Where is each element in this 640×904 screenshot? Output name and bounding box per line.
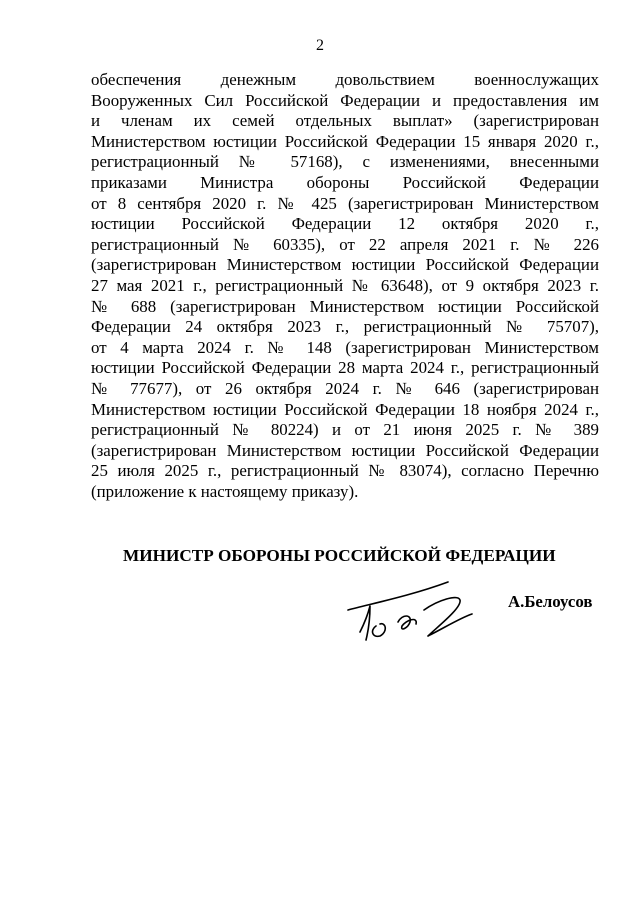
body-line: (зарегистрирован Министерством юстиции Российской Федерации: [91, 440, 599, 460]
body-line: регистрационный № 60335), от 22 апреля 2021 г. № 226: [91, 234, 599, 254]
body-line: от 8 сентября 2020 г. № 425 (зарегистрирован Министерством: [91, 193, 599, 213]
body-line: Министерством юстиции Российской Федерации 15 января 2020 г.,: [91, 131, 599, 151]
body-line: обеспечения денежным довольствием военнослужащих: [91, 70, 599, 89]
body-line: регистрационный № 80224) и от 21 июня 2025 г. № 389: [91, 420, 599, 440]
body-line: юстиции Российской Федерации 28 марта 2024 г., регистрационный: [91, 358, 599, 378]
body-line: и членам их семей отдельных выплат» (зарегистрирован: [91, 111, 599, 131]
body-line: № 77677), от 26 октября 2024 г. № 646 (зарегистрирован: [91, 378, 599, 398]
body-line: юстиции Российской Федерации 12 октября 2020 г.,: [91, 214, 599, 234]
body-line: (приложение к настоящему приказу).: [91, 481, 359, 501]
handwritten-signature: [340, 570, 500, 650]
body-line: Вооруженных Сил Российской Федерации и предоставления им: [91, 90, 599, 110]
body-line: от 4 марта 2024 г. № 148 (зарегистрирован Министерством: [91, 337, 599, 357]
body-line: 27 мая 2021 г., регистрационный № 63648), от 9 октября 2023 г.: [91, 275, 599, 295]
body-line: приказами Министра обороны Российской Федерации: [91, 172, 599, 192]
body-line: регистрационный № 57168), с изменениями, внесенными: [91, 152, 599, 172]
signatory-name: А.Белоусов: [508, 592, 593, 611]
body-line: 25 июля 2025 г., регистрационный № 83074), согласно Перечню: [91, 461, 599, 481]
body-line: № 688 (зарегистрирован Министерством юстиции Российской: [91, 296, 599, 316]
body-line: Министерством юстиции Российской Федерации 18 ноября 2024 г.,: [91, 399, 599, 419]
body-line: Федерации 24 октября 2023 г., регистрационный № 75707),: [91, 317, 599, 337]
body-text: [91, 70, 599, 502]
body-line: (зарегистрирован Министерством юстиции Российской Федерации: [91, 255, 599, 275]
page-number: 2: [316, 37, 324, 54]
signatory-title: МИНИСТР ОБОРОНЫ РОССИЙСКОЙ ФЕДЕРАЦИИ: [123, 546, 556, 565]
